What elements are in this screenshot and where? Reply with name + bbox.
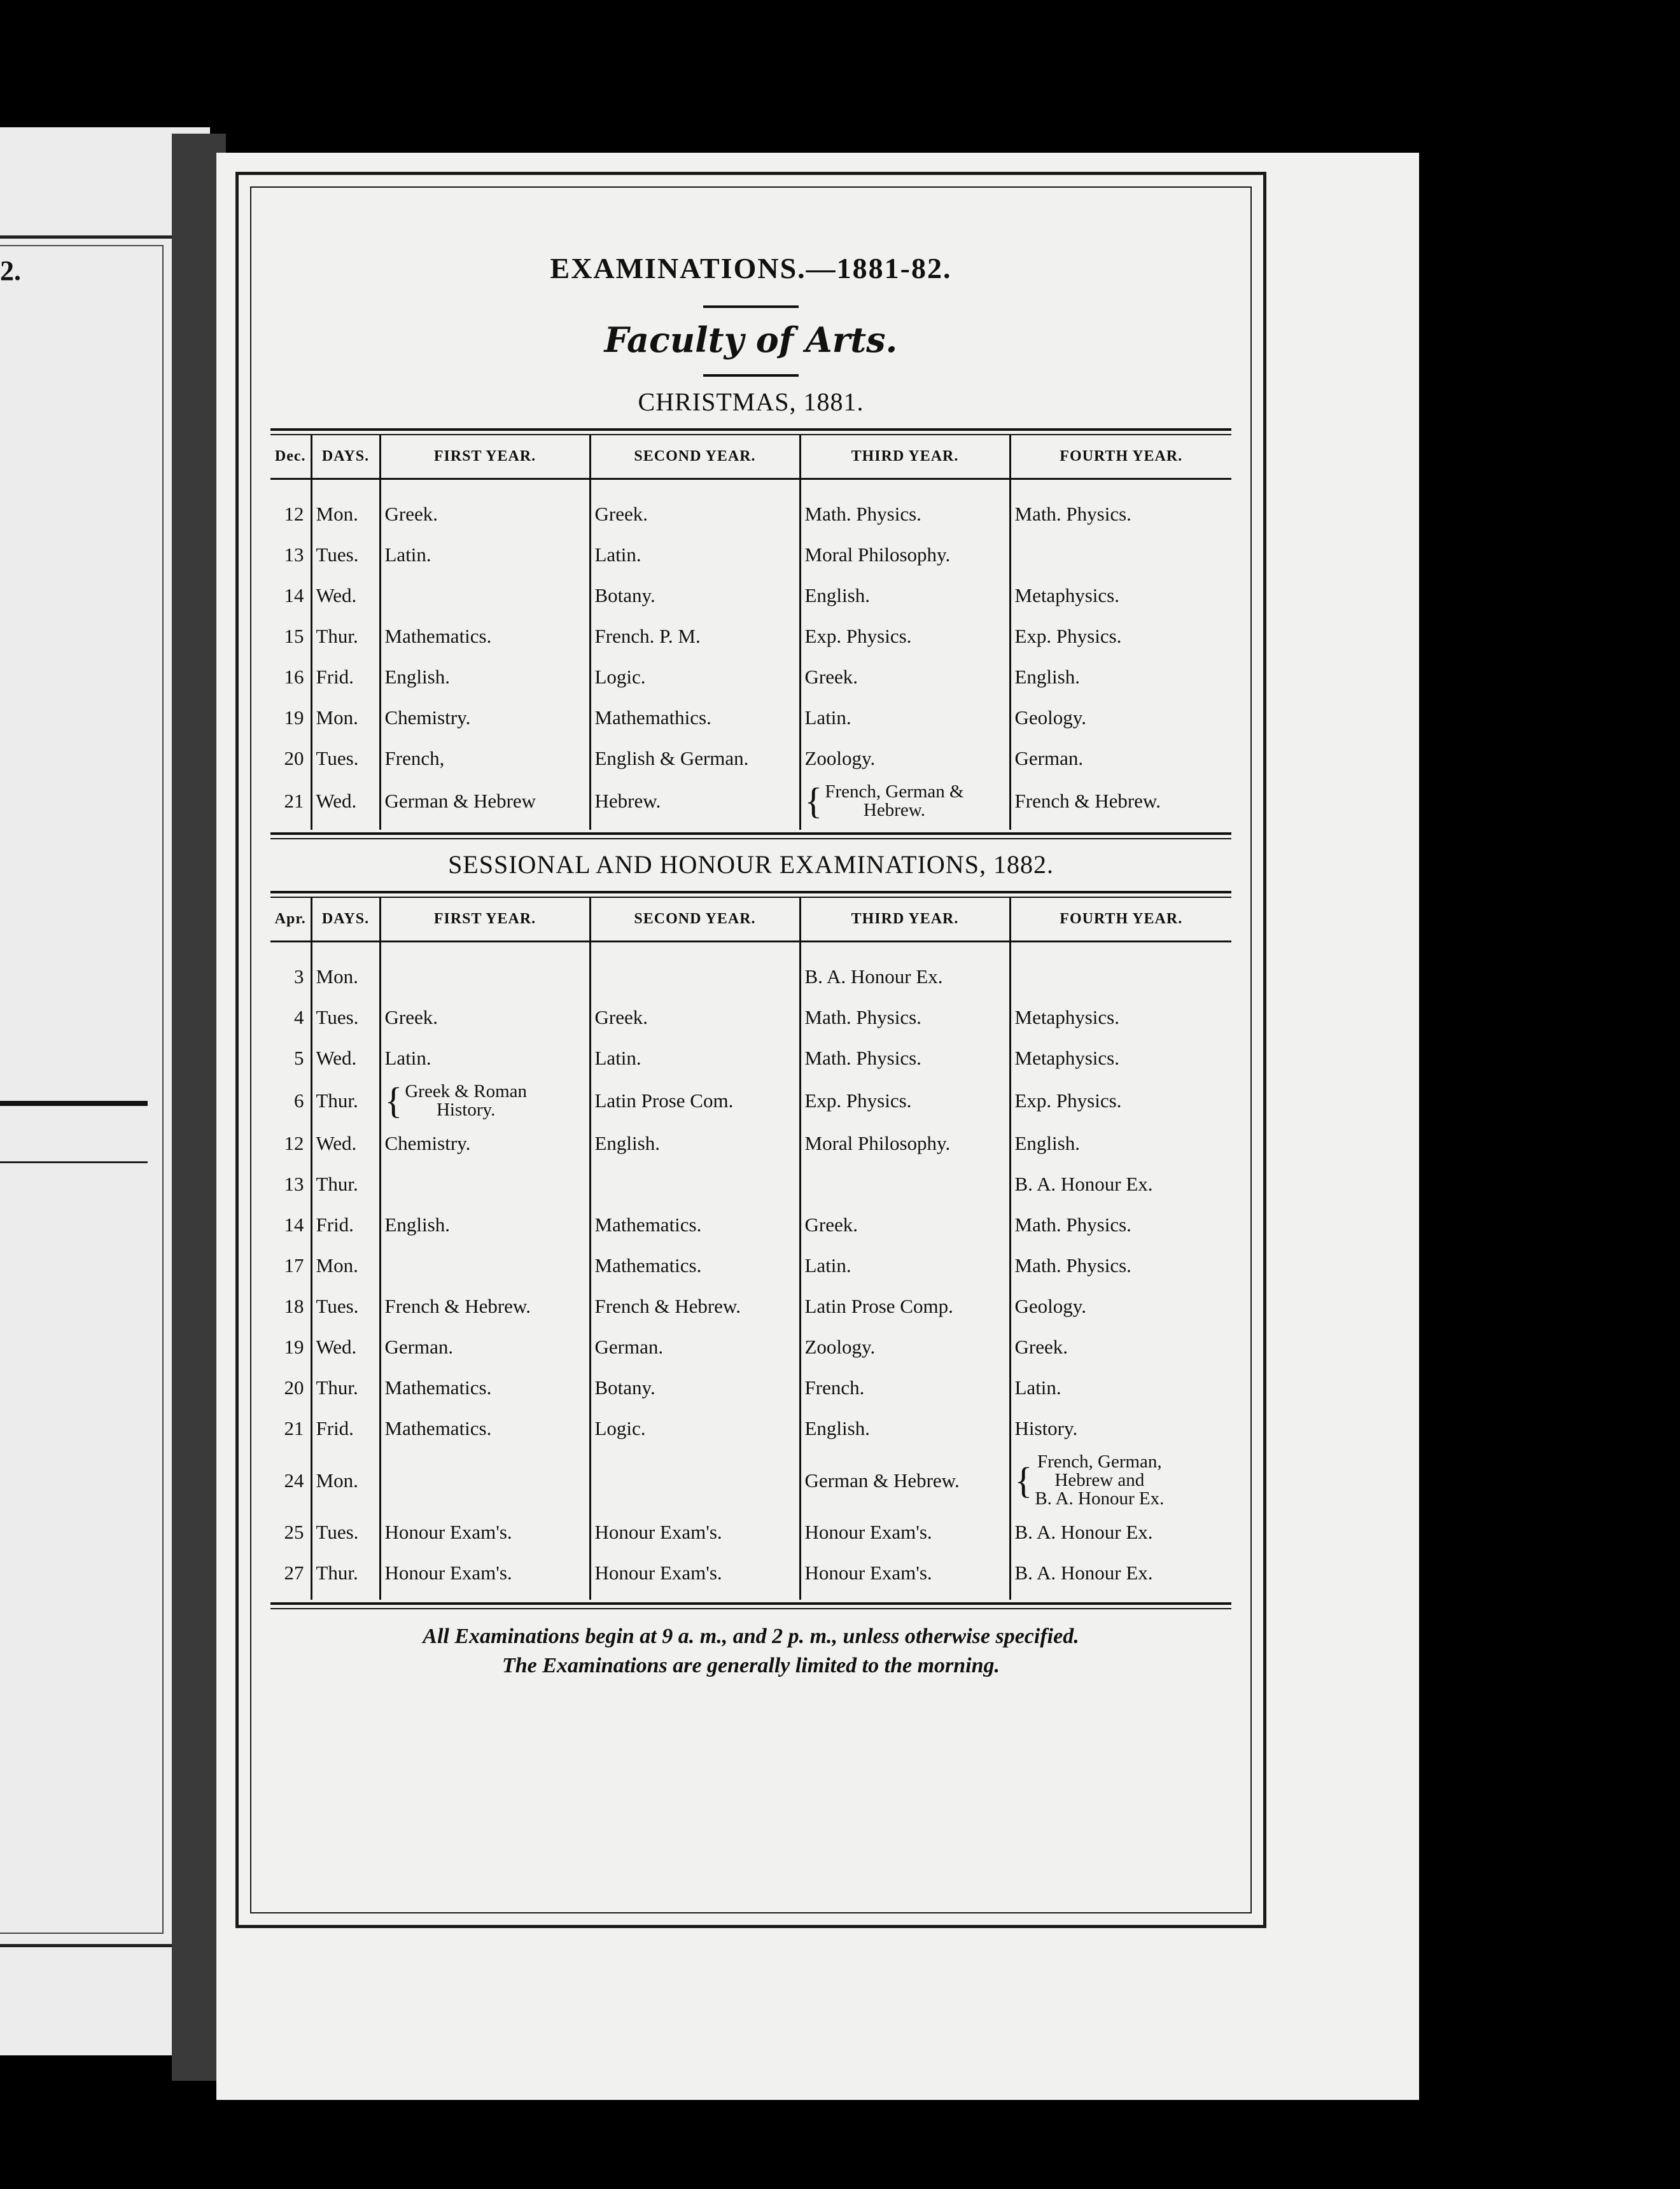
column-header: Dec. — [270, 435, 311, 479]
page-border — [235, 172, 1266, 1928]
day-cell: Wed. — [311, 779, 380, 830]
column-header: FOURTH YEAR. — [1010, 435, 1231, 479]
subject-cell: Honour Exam's. — [800, 1553, 1010, 1600]
date-cell: 24 — [284, 1469, 304, 1492]
subject-cell: Latin. — [380, 1038, 590, 1079]
day-cell: Thur. — [311, 616, 380, 657]
brace-group — [385, 1082, 528, 1119]
subject-line: History. — [436, 1100, 496, 1120]
subject-cell: English. — [590, 1123, 800, 1164]
table-row — [270, 1245, 1231, 1286]
column-header: DAYS. — [311, 435, 380, 479]
subject-cell: Honour Exam's. — [590, 1553, 800, 1600]
brace-glyph: { — [384, 1080, 403, 1121]
date-cell: 21 — [284, 790, 304, 812]
day-cell: Tues. — [311, 738, 380, 779]
subject-cell: German & Hebrew — [380, 779, 590, 830]
faculty-rule — [703, 374, 799, 377]
column-header: DAYS. — [311, 898, 380, 942]
subject-line: French, German, — [1037, 1451, 1162, 1472]
day-cell: Frid. — [311, 1408, 380, 1449]
date-cell: 5 — [294, 1047, 304, 1069]
subject-cell: Mathematics. — [380, 1408, 590, 1449]
subject-cell: English & German. — [590, 738, 800, 779]
day-cell: Tues. — [311, 1512, 380, 1553]
subject-cell — [380, 942, 590, 998]
subject-cell: Honour Exam's. — [590, 1512, 800, 1553]
subject-cell: Logic. — [590, 1408, 800, 1449]
column-header: FOURTH YEAR. — [1010, 898, 1231, 942]
subject-cell: History. — [1010, 1408, 1231, 1449]
subject-cell: Greek. — [590, 997, 800, 1038]
subject-cell: B. A. Honour Ex. — [1010, 1164, 1231, 1205]
subject-cell: Latin. — [800, 1245, 1010, 1286]
subject-cell: English. — [1010, 1123, 1231, 1164]
subject-cell: Latin. — [1010, 1367, 1231, 1408]
subject-cell: German. — [590, 1327, 800, 1367]
day-cell: Mon. — [311, 1245, 380, 1286]
subject-cell — [800, 1164, 1010, 1205]
day-cell: Wed. — [311, 1327, 380, 1367]
subject-cell — [590, 1164, 800, 1205]
table-row — [270, 779, 1231, 830]
subject-cell: Metaphysics. — [1010, 997, 1231, 1038]
table-row — [270, 1164, 1231, 1205]
left-page-rule-thin — [0, 1161, 148, 1163]
subject-cell: Botany. — [590, 1367, 800, 1408]
subject-cell: Zoology. — [800, 738, 1010, 779]
subject-cell: French & Hebrew. — [590, 1286, 800, 1327]
column-header: FIRST YEAR. — [380, 435, 590, 479]
subject-cell: English. — [380, 1205, 590, 1245]
date-cell: 3 — [294, 965, 304, 988]
subject-cell: Math. Physics. — [1010, 479, 1231, 535]
subject-cell: Math. Physics. — [800, 479, 1010, 535]
title-rule — [703, 305, 799, 308]
subject-cell: Moral Philosophy. — [800, 535, 1010, 575]
subject-cell: B. A. Honour Ex. — [1010, 1553, 1231, 1600]
left-page-rule — [0, 1101, 148, 1106]
subject-cell: Latin. — [590, 1038, 800, 1079]
date-cell: 16 — [284, 666, 304, 688]
subject-cell: German & Hebrew. — [800, 1449, 1010, 1512]
subject-cell — [1010, 1449, 1231, 1512]
column-header: THIRD YEAR. — [800, 435, 1010, 479]
day-cell: Thur. — [311, 1367, 380, 1408]
subject-cell: Greek. — [590, 479, 800, 535]
day-cell: Mon. — [311, 697, 380, 738]
subject-cell: French & Hebrew. — [380, 1286, 590, 1327]
subject-cell — [380, 1164, 590, 1205]
subject-cell: Mathematics. — [380, 616, 590, 657]
subject-line: B. A. Honour Ex. — [1035, 1488, 1165, 1509]
subject-cell: English. — [1010, 657, 1231, 697]
document-page — [216, 153, 1419, 2100]
subject-cell: Latin Prose Comp. — [800, 1286, 1010, 1327]
double-rule — [270, 832, 1231, 839]
double-rule — [270, 891, 1231, 898]
subject-cell: Chemistry. — [380, 1123, 590, 1164]
table-row — [270, 1327, 1231, 1367]
day-cell: Mon. — [311, 942, 380, 998]
table-row — [270, 657, 1231, 697]
date-cell: 12 — [284, 1132, 304, 1154]
subject-cell — [590, 942, 800, 998]
column-header: SECOND YEAR. — [590, 435, 800, 479]
subject-cell: Zoology. — [800, 1327, 1010, 1367]
multiline-subject — [825, 783, 963, 820]
subject-cell — [800, 779, 1010, 830]
table-row — [270, 1286, 1231, 1327]
day-cell: Tues. — [311, 1286, 380, 1327]
day-cell: Thur. — [311, 1079, 380, 1123]
date-cell: 4 — [294, 1006, 304, 1028]
date-cell: 25 — [284, 1521, 304, 1543]
day-cell: Thur. — [311, 1164, 380, 1205]
footnote-line: All Examinations begin at 9 a. m., and 2 p. m., unless otherwise specified. — [423, 1625, 1079, 1648]
subject-cell: Mathematics. — [590, 1245, 800, 1286]
left-page-inner-frame — [0, 245, 164, 1934]
date-cell: 14 — [284, 584, 304, 606]
subject-cell: German. — [1010, 738, 1231, 779]
table-row — [270, 1123, 1231, 1164]
left-page-number: 2. — [0, 255, 21, 286]
day-cell: Tues. — [311, 535, 380, 575]
date-cell: 12 — [284, 503, 304, 525]
subject-cell: Math. Physics. — [800, 1038, 1010, 1079]
subject-cell: Mathematics. — [380, 1367, 590, 1408]
subject-cell: Exp. Physics. — [1010, 1079, 1231, 1123]
date-cell: 14 — [284, 1213, 304, 1236]
subject-cell: Latin. — [380, 535, 590, 575]
table-row — [270, 535, 1231, 575]
subject-cell: Mathematics. — [590, 1205, 800, 1245]
subject-cell: Greek. — [800, 1205, 1010, 1245]
subject-cell: Latin Prose Com. — [590, 1079, 800, 1123]
footnote-line: The Examinations are generally limited to the morning. — [501, 1653, 1000, 1677]
day-cell: Frid. — [311, 657, 380, 697]
subject-cell: Math. Physics. — [1010, 1205, 1231, 1245]
table-row — [270, 1367, 1231, 1408]
table-row — [270, 1038, 1231, 1079]
table-row — [270, 997, 1231, 1038]
day-cell: Wed. — [311, 1123, 380, 1164]
subject-cell — [380, 1079, 590, 1123]
subject-cell: Latin. — [800, 697, 1010, 738]
table-row — [270, 1408, 1231, 1449]
table-row — [270, 1553, 1231, 1600]
subject-cell: Metaphysics. — [1010, 1038, 1231, 1079]
day-cell: Wed. — [311, 1038, 380, 1079]
sessional-schedule-table — [270, 898, 1231, 1600]
subject-line: Hebrew and — [1054, 1470, 1145, 1490]
subject-cell: Greek. — [1010, 1327, 1231, 1367]
subject-cell: Greek. — [800, 657, 1010, 697]
table-row — [270, 697, 1231, 738]
date-cell: 18 — [284, 1295, 304, 1317]
subject-cell: Metaphysics. — [1010, 575, 1231, 616]
page-content — [270, 251, 1231, 1681]
date-cell: 20 — [284, 747, 304, 769]
subject-cell: Honour Exam's. — [380, 1553, 590, 1600]
double-rule — [270, 428, 1231, 435]
date-cell: 19 — [284, 706, 304, 729]
subject-cell: Geology. — [1010, 1286, 1231, 1327]
brace-glyph: { — [1014, 1459, 1033, 1501]
subject-cell: Logic. — [590, 657, 800, 697]
subject-cell: Greek. — [380, 997, 590, 1038]
subject-cell: Exp. Physics. — [1010, 616, 1231, 657]
date-cell: 20 — [284, 1376, 304, 1399]
subject-cell — [590, 1449, 800, 1512]
day-cell: Thur. — [311, 1553, 380, 1600]
table-row — [270, 1512, 1231, 1553]
subject-line: Hebrew. — [863, 800, 926, 820]
subject-cell: B. A. Honour Ex. — [1010, 1512, 1231, 1553]
christmas-section-title: CHRISTMAS, 1881. — [638, 388, 864, 416]
page-title: EXAMINATIONS.—1881-82. — [550, 252, 952, 284]
subject-cell: Math. Physics. — [1010, 1245, 1231, 1286]
date-cell: 27 — [284, 1562, 304, 1584]
subject-cell — [380, 1449, 590, 1512]
day-cell: Wed. — [311, 575, 380, 616]
table-row — [270, 575, 1231, 616]
date-cell: 13 — [284, 543, 304, 566]
footnote — [270, 1622, 1231, 1681]
christmas-schedule-table — [270, 435, 1231, 830]
table-row — [270, 738, 1231, 779]
table-row — [270, 1205, 1231, 1245]
subject-cell: French, — [380, 738, 590, 779]
sessional-section-title: SESSIONAL AND HONOUR EXAMINATIONS, 1882. — [448, 850, 1054, 879]
subject-cell: Geology. — [1010, 697, 1231, 738]
subject-cell: French. P. M. — [590, 616, 800, 657]
subject-cell — [380, 1245, 590, 1286]
day-cell: Tues. — [311, 997, 380, 1038]
brace-group — [1015, 1453, 1165, 1508]
column-header: SECOND YEAR. — [590, 898, 800, 942]
subject-cell: B. A. Honour Ex. — [800, 942, 1010, 998]
brace-glyph: { — [804, 780, 823, 822]
day-cell: Frid. — [311, 1205, 380, 1245]
column-header: FIRST YEAR. — [380, 898, 590, 942]
subject-cell: French & Hebrew. — [1010, 779, 1231, 830]
multiline-subject — [405, 1082, 527, 1119]
day-cell: Mon. — [311, 1449, 380, 1512]
table-row — [270, 942, 1231, 998]
subject-cell: Chemistry. — [380, 697, 590, 738]
subject-cell: English. — [800, 575, 1010, 616]
christmas-table-body — [270, 479, 1231, 830]
subject-cell: Math. Physics. — [800, 997, 1010, 1038]
date-cell: 15 — [284, 625, 304, 647]
column-header: THIRD YEAR. — [800, 898, 1010, 942]
table-row — [270, 479, 1231, 535]
subject-cell: Botany. — [590, 575, 800, 616]
table-row — [270, 616, 1231, 657]
subject-cell: Exp. Physics. — [800, 1079, 1010, 1123]
date-cell: 21 — [284, 1417, 304, 1439]
subject-cell: Mathemathics. — [590, 697, 800, 738]
subject-cell: Honour Exam's. — [380, 1512, 590, 1553]
day-cell: Mon. — [311, 479, 380, 535]
date-cell: 13 — [284, 1173, 304, 1195]
subject-cell: English. — [380, 657, 590, 697]
table-row — [270, 1449, 1231, 1512]
sessional-table-body — [270, 942, 1231, 1600]
subject-cell: French. — [800, 1367, 1010, 1408]
date-cell: 17 — [284, 1254, 304, 1276]
column-header: Apr. — [270, 898, 311, 942]
table-row — [270, 1079, 1231, 1123]
subject-cell: German. — [380, 1327, 590, 1367]
subject-cell: Latin. — [590, 535, 800, 575]
multiline-subject — [1035, 1453, 1164, 1508]
subject-line: French, German & — [825, 781, 964, 802]
subject-cell: Moral Philosophy. — [800, 1123, 1010, 1164]
subject-cell — [1010, 535, 1231, 575]
date-cell: 19 — [284, 1336, 304, 1358]
subject-cell — [1010, 942, 1231, 998]
subject-cell: English. — [800, 1408, 1010, 1449]
subject-cell — [380, 575, 590, 616]
subject-cell: Hebrew. — [590, 779, 800, 830]
subject-cell: Exp. Physics. — [800, 616, 1010, 657]
date-cell: 6 — [294, 1089, 304, 1112]
faculty-heading: Faculty of Arts. — [604, 319, 898, 360]
double-rule — [270, 1602, 1231, 1609]
subject-line: Greek & Roman — [405, 1081, 528, 1101]
brace-group — [804, 780, 964, 822]
subject-cell: Honour Exam's. — [800, 1512, 1010, 1553]
subject-cell: Greek. — [380, 479, 590, 535]
